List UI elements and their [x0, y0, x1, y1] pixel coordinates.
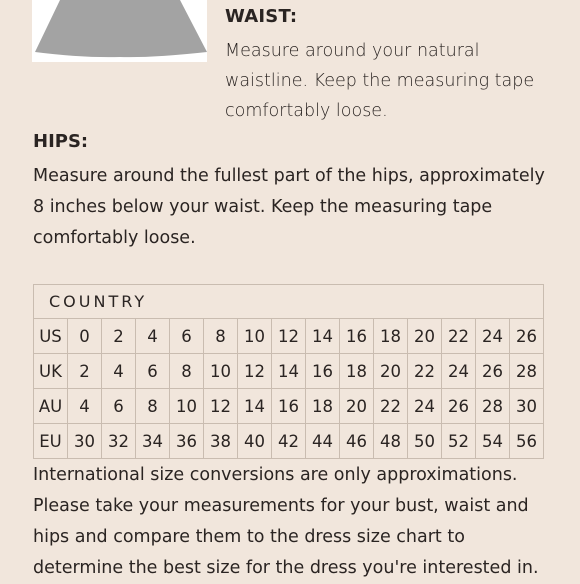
- size-cell: 2: [102, 319, 136, 354]
- size-cell: 14: [238, 389, 272, 424]
- size-cell: 30: [68, 424, 102, 459]
- size-cell: 50: [408, 424, 442, 459]
- size-cell: 28: [510, 354, 544, 389]
- size-cell: 18: [340, 354, 374, 389]
- size-cell: 16: [340, 319, 374, 354]
- size-cell: 16: [272, 389, 306, 424]
- size-cell: 18: [306, 389, 340, 424]
- waist-description: Measure around your natural waistline. Keep the measuring tape comfortably loose.: [225, 41, 535, 121]
- size-cell: 6: [136, 354, 170, 389]
- size-cell: 44: [306, 424, 340, 459]
- size-cell: 40: [238, 424, 272, 459]
- size-cell: 8: [136, 389, 170, 424]
- region-label: EU: [34, 424, 68, 459]
- size-cell: 12: [238, 354, 272, 389]
- size-cell: 0: [68, 319, 102, 354]
- size-cell: 6: [102, 389, 136, 424]
- size-cell: 38: [204, 424, 238, 459]
- region-label: AU: [34, 389, 68, 424]
- region-label: US: [34, 319, 68, 354]
- size-cell: 4: [136, 319, 170, 354]
- size-cell: 42: [272, 424, 306, 459]
- size-cell: 24: [408, 389, 442, 424]
- size-cell: 32: [102, 424, 136, 459]
- size-cell: 30: [510, 389, 544, 424]
- size-conversion-table: [33, 284, 544, 459]
- size-cell: 12: [204, 389, 238, 424]
- size-cell: 4: [68, 389, 102, 424]
- size-cell: 24: [476, 319, 510, 354]
- size-cell: 14: [306, 319, 340, 354]
- size-cell: 10: [204, 354, 238, 389]
- dress-illustration: [32, 0, 207, 62]
- waist-heading: WAIST:: [225, 6, 298, 27]
- size-cell: 26: [476, 354, 510, 389]
- size-cell: 18: [374, 319, 408, 354]
- size-cell: 54: [476, 424, 510, 459]
- table-row-us: [34, 319, 544, 354]
- size-cell: 36: [170, 424, 204, 459]
- hips-description: Measure around the fullest part of the hips, approximately 8 inches below your waist. Keep the measuring tape comfortably loose.: [33, 166, 545, 248]
- table-header-row: [34, 285, 544, 319]
- size-cell: 20: [340, 389, 374, 424]
- size-cell: 16: [306, 354, 340, 389]
- size-cell: 12: [272, 319, 306, 354]
- size-cell: 2: [68, 354, 102, 389]
- size-cell: 48: [374, 424, 408, 459]
- size-cell: 22: [408, 354, 442, 389]
- size-cell: 8: [204, 319, 238, 354]
- country-header: COUNTRY: [34, 285, 544, 319]
- size-cell: 56: [510, 424, 544, 459]
- size-cell: 46: [340, 424, 374, 459]
- size-cell: 4: [102, 354, 136, 389]
- size-cell: 52: [442, 424, 476, 459]
- size-cell: 14: [272, 354, 306, 389]
- table-row-uk: [34, 354, 544, 389]
- size-cell: 10: [238, 319, 272, 354]
- size-cell: 28: [476, 389, 510, 424]
- size-cell: 22: [374, 389, 408, 424]
- size-cell: 6: [170, 319, 204, 354]
- size-cell: 20: [374, 354, 408, 389]
- size-cell: 26: [510, 319, 544, 354]
- table-row-au: [34, 389, 544, 424]
- conversion-disclaimer: International size conversions are only approximations. Please take your measurements for your bust, waist and hips and compare them to the dress size chart to determine the best size for the dress you're interested in.: [33, 465, 539, 578]
- size-cell: 34: [136, 424, 170, 459]
- hips-heading: HIPS:: [33, 131, 89, 152]
- region-label: UK: [34, 354, 68, 389]
- size-cell: 8: [170, 354, 204, 389]
- size-cell: 24: [442, 354, 476, 389]
- size-cell: 10: [170, 389, 204, 424]
- size-cell: 26: [442, 389, 476, 424]
- size-cell: 22: [442, 319, 476, 354]
- table-row-eu: [34, 424, 544, 459]
- size-cell: 20: [408, 319, 442, 354]
